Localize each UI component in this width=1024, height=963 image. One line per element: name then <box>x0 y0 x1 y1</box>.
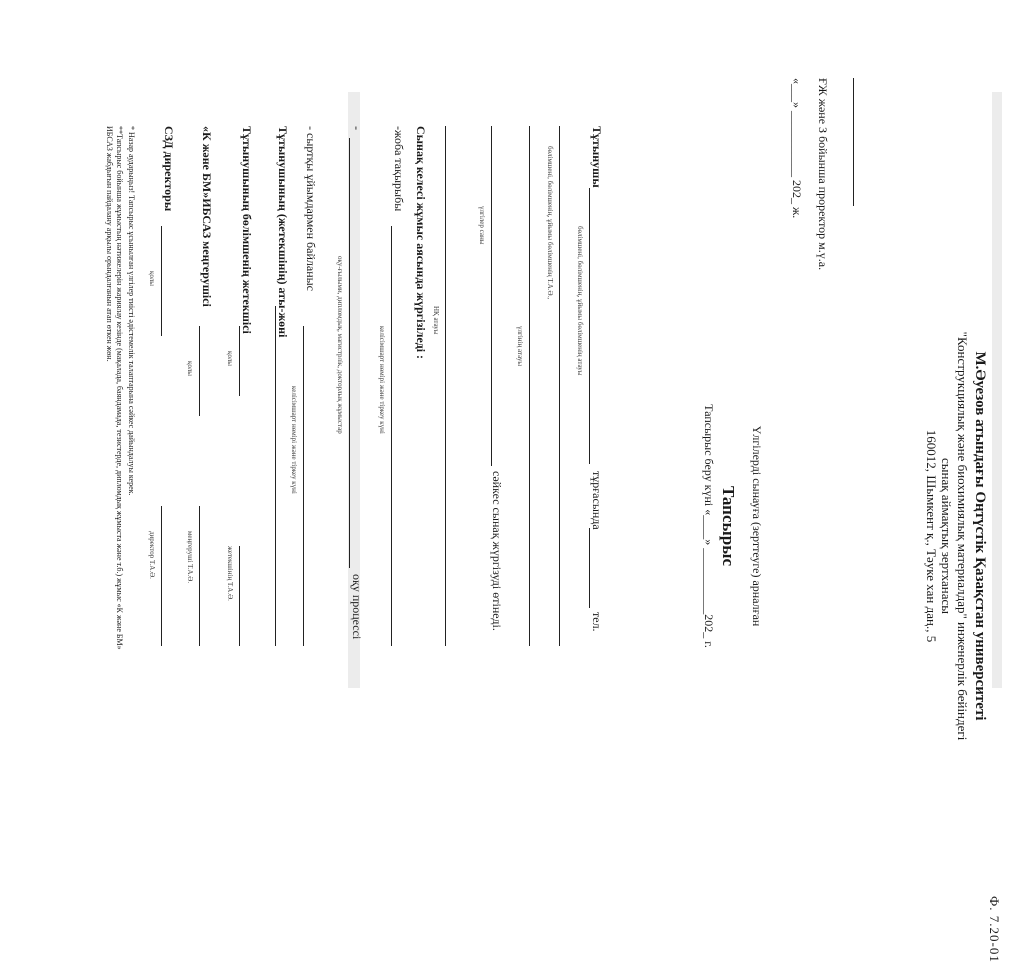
bmi-signature-line <box>199 326 200 416</box>
customer-caption-1: бөлімшені, бөлімшенің, ұйымы бөлімшенің атауы <box>576 226 584 376</box>
customer-head-label: Тұтынушының (жетекшінің) аты-жөні <box>276 126 290 338</box>
approval-date: «___» ___________ 202_ ж. <box>790 78 804 219</box>
external-label: - сыртқы ұйымдармен байланыс <box>304 126 318 292</box>
szd-signature-caption: қолы <box>148 271 156 287</box>
lab-name: "Конструкциялық және биохимиялық материалдар" инженерлік бейіндегі <box>955 331 970 741</box>
customer-name-line <box>589 188 590 464</box>
phone-label: тел. <box>590 612 604 632</box>
sample-count-line <box>491 126 492 466</box>
unit-head-name-line <box>239 546 240 646</box>
edu-line <box>349 138 350 568</box>
bmi-name-caption: меңгеруші Т.А.Ә. <box>186 531 194 584</box>
edu-prefix: - <box>350 126 364 130</box>
sample-line <box>529 126 530 646</box>
customer-head-line <box>275 306 276 646</box>
bmi-name-line <box>199 506 200 646</box>
residence-line <box>589 528 590 608</box>
lab-address: 160012, Шымкент қ., Тәуке хан даң., 5 <box>924 429 939 643</box>
responsible-line <box>559 126 560 646</box>
external-caption: келісімшарт нөмірі және тіркеу күні <box>290 386 298 494</box>
szd-signature-line <box>161 226 162 336</box>
residence-label: тұрғасында <box>590 471 604 530</box>
work-heading: Сынақ келесі жұмыс аясында жүргізіледі : <box>414 126 428 360</box>
unit-head-name-caption: жетекшінің Т.А.Ә. <box>226 546 234 601</box>
unit-head-label: Тұтынушының бөлімшенің жетекшісі <box>240 126 254 334</box>
regulation-line <box>445 126 446 646</box>
lab-subtitle: сынақ аймақтық зертханасы <box>939 458 954 614</box>
szd-name-line <box>161 506 162 646</box>
unit-head-signature-line <box>239 326 240 396</box>
approval-title: ҒЖ және З бойынша проректор м.ү.а. <box>816 78 830 271</box>
accordance-text: сәйкес сынақ жүргізуді өтінеді. <box>490 471 504 631</box>
doc-title: Тапсырыс <box>719 485 738 567</box>
project-line <box>391 226 392 646</box>
scan-shadow-top <box>992 92 1002 688</box>
issue-date: Тапсырыс беру күні «____» ___________202_ г. <box>702 404 716 648</box>
project-caption: келісімшарт нөмірі және тіркеу күні <box>378 326 386 434</box>
note-1: * Назар аударыңыз! Тапсырыс ұсынылған үлгілер тиісті әдістемелік талаптарына сәйкес дайындалуы керек. <box>127 126 136 496</box>
note-2: **Тапсырыс бойынша жұмыстың нәтижелерін жариялау кезінде (мақалада, баяндамада, тезистерде, дипломдық жұмыста және т.б.) жұмыс «К және БМ» ИБСАЗ жабдығын пайдалану арқылы орындалғанын атап өткен жөн. <box>105 126 124 650</box>
szd-director-label: СЗД директоры <box>162 126 176 212</box>
edu-suffix: оқу процессі <box>350 574 364 640</box>
edu-caption: оқу-ғылыми, дипломдық, магистрлік, докторлық жұмыстар <box>336 256 344 434</box>
customer-caption-3: үлгінің атауы <box>516 326 524 367</box>
external-line <box>303 326 304 646</box>
bmi-head-label: «К және БМ»ИБСАЗ меңгерушісі <box>200 126 214 307</box>
bmi-signature-caption: қолы <box>186 361 194 377</box>
customer-label: Тұтынушы <box>590 126 604 188</box>
form-code: Ф. 7.20-01 <box>987 896 1002 963</box>
doc-intro: Үлгілерді сынауға (зерттеуге) арналған <box>750 425 764 627</box>
customer-caption-4: үлгілер саны <box>478 206 486 245</box>
szd-name-caption: директор Т.А.Ә. <box>148 531 156 579</box>
customer-caption-2: бөлімшені, бөлімшенің, ұйымы бөлімшенің Т.А.Ә., <box>546 146 554 300</box>
customer-caption-5: НҚ атауы <box>432 306 440 335</box>
project-label: -жоба тақырыбы <box>392 126 406 212</box>
document-page <box>42 26 1002 963</box>
university-name: М.Әуезов атындағы Оңтүстік Қазақстан университеті <box>972 351 988 721</box>
unit-head-signature-caption: қолы <box>226 351 234 367</box>
approval-line <box>853 78 854 206</box>
